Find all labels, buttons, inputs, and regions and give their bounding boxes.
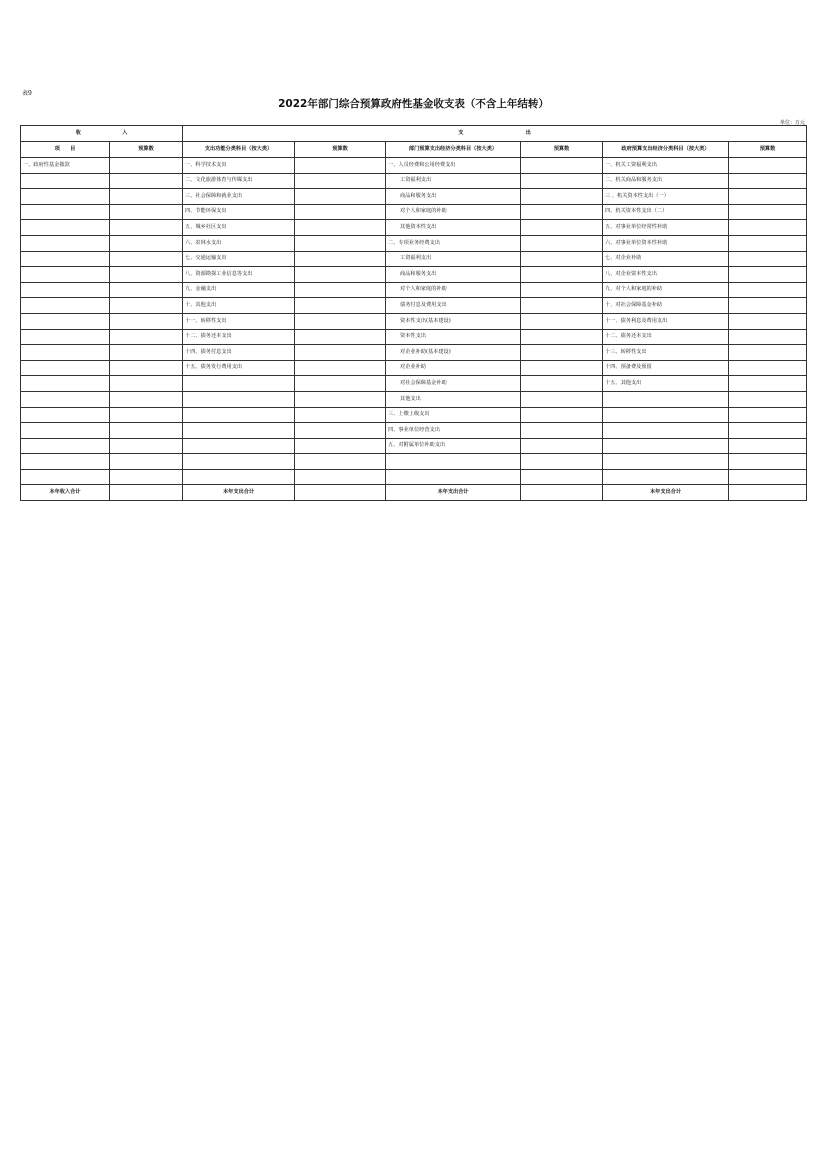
income-item-cell (21, 360, 110, 376)
func-item-cell: 二、文化旅游体育与传媒支出 (183, 173, 295, 189)
budget-cell (110, 407, 183, 423)
dept-item-cell: 对企业补助(基本建设) (386, 345, 521, 361)
col-budget-header: 预算数 (729, 142, 807, 158)
income-item-cell (21, 204, 110, 220)
func-item-cell (183, 391, 295, 407)
func-item-cell (183, 454, 295, 470)
budget-cell (729, 189, 807, 205)
income-item-cell (21, 345, 110, 361)
budget-cell (521, 220, 603, 236)
total-row (21, 485, 807, 501)
budget-cell (729, 158, 807, 174)
budget-cell (295, 454, 386, 470)
budget-cell (521, 360, 603, 376)
budget-cell (110, 189, 183, 205)
table-row (21, 376, 807, 392)
dept-item-cell: 对社会保障基金补助 (386, 376, 521, 392)
table-number: 表9 (22, 90, 32, 97)
col-dept-econ-header: 部门预算支出经济分类科目（按大类） (386, 142, 521, 158)
table-row (21, 298, 807, 314)
func-item-cell: 十五、债务发行费用支出 (183, 360, 295, 376)
dept-item-cell: 债务付息及费用支出 (386, 298, 521, 314)
budget-cell (521, 438, 603, 454)
budget-cell (295, 360, 386, 376)
func-item-cell (183, 407, 295, 423)
income-item-cell (21, 391, 110, 407)
budget-cell (729, 345, 807, 361)
dept-item-cell: 对企业补助 (386, 360, 521, 376)
table-row (21, 313, 807, 329)
budget-cell (521, 329, 603, 345)
gov-item-cell: 五、对事业单位经常性补助 (603, 220, 729, 236)
budget-cell (110, 313, 183, 329)
budget-cell (295, 407, 386, 423)
budget-cell (110, 376, 183, 392)
income-header: 收 入 (21, 126, 183, 142)
gov-item-cell: 八、对企业资本性支出 (603, 267, 729, 283)
table-row (21, 235, 807, 251)
table-row (21, 282, 807, 298)
dept-item-cell: 其他资本性支出 (386, 220, 521, 236)
table-row (21, 345, 807, 361)
income-item-cell: 一、政府性基金拨款 (21, 158, 110, 174)
func-total-label: 本年支出合计 (183, 485, 295, 501)
income-item-cell (21, 376, 110, 392)
gov-item-cell: 一、机关工资福利支出 (603, 158, 729, 174)
gov-item-cell: 七、对企业补助 (603, 251, 729, 267)
dept-item-cell: 二、专项业务经费支出 (386, 235, 521, 251)
budget-table (20, 125, 807, 501)
dept-item-cell: 商品和服务支出 (386, 189, 521, 205)
budget-cell (729, 282, 807, 298)
dept-item-cell (386, 469, 521, 485)
budget-cell (110, 454, 183, 470)
gov-item-cell: 十一、债务利息及费用支出 (603, 313, 729, 329)
dept-item-cell: 对个人和家庭的补助 (386, 282, 521, 298)
gov-item-cell: 十二、债务还本支出 (603, 329, 729, 345)
func-item-cell: 三、社会保障和就业支出 (183, 189, 295, 205)
budget-cell (729, 485, 807, 501)
dept-item-cell: 工资福利支出 (386, 251, 521, 267)
budget-cell (110, 485, 183, 501)
budget-cell (295, 267, 386, 283)
budget-cell (295, 345, 386, 361)
income-item-cell (21, 173, 110, 189)
budget-cell (295, 189, 386, 205)
gov-item-cell: 十、对社会保障基金补助 (603, 298, 729, 314)
budget-cell (521, 376, 603, 392)
budget-cell (521, 251, 603, 267)
income-item-cell (21, 454, 110, 470)
budget-cell (521, 469, 603, 485)
budget-cell (729, 267, 807, 283)
budget-cell (729, 251, 807, 267)
budget-cell (521, 173, 603, 189)
budget-cell (729, 469, 807, 485)
func-item-cell: 九、金融支出 (183, 282, 295, 298)
budget-cell (295, 329, 386, 345)
dept-item-cell: 对个人和家庭的补助 (386, 204, 521, 220)
func-item-cell: 五、城乡社区支出 (183, 220, 295, 236)
table-row (21, 469, 807, 485)
gov-item-cell: 六、对事业单位资本性补助 (603, 235, 729, 251)
dept-item-cell: 三、上缴上级支出 (386, 407, 521, 423)
budget-cell (521, 485, 603, 501)
func-item-cell: 十二、债务还本支出 (183, 329, 295, 345)
dept-item-cell: 四、事业单位经营支出 (386, 423, 521, 439)
budget-cell (729, 438, 807, 454)
gov-item-cell (603, 391, 729, 407)
table-row (21, 204, 807, 220)
dept-item-cell: 五、对附属单位补助支出 (386, 438, 521, 454)
budget-cell (295, 469, 386, 485)
table-row (21, 454, 807, 470)
budget-cell (295, 204, 386, 220)
header-row-columns (21, 142, 807, 158)
budget-cell (295, 298, 386, 314)
budget-cell (729, 360, 807, 376)
income-item-cell (21, 423, 110, 439)
income-item-cell (21, 251, 110, 267)
table-row (21, 391, 807, 407)
budget-cell (110, 469, 183, 485)
budget-cell (521, 189, 603, 205)
budget-cell (521, 204, 603, 220)
gov-item-cell (603, 438, 729, 454)
budget-cell (521, 158, 603, 174)
func-item-cell: 十、其他支出 (183, 298, 295, 314)
func-item-cell: 六、农林水支出 (183, 235, 295, 251)
col-budget-header: 预算数 (521, 142, 603, 158)
budget-cell (295, 391, 386, 407)
dept-item-cell (386, 454, 521, 470)
func-item-cell: 一、科学技术支出 (183, 158, 295, 174)
page-title: 2022年部门综合预算政府性基金收支表（不含上年结转） (278, 98, 549, 110)
gov-item-cell: 二、机关商品和服务支出 (603, 173, 729, 189)
budget-cell (729, 220, 807, 236)
budget-cell (729, 313, 807, 329)
budget-cell (110, 251, 183, 267)
budget-cell (295, 251, 386, 267)
income-item-cell (21, 313, 110, 329)
table-row (21, 267, 807, 283)
budget-cell (729, 235, 807, 251)
budget-cell (521, 313, 603, 329)
income-item-cell (21, 298, 110, 314)
budget-cell (110, 391, 183, 407)
budget-cell (729, 407, 807, 423)
gov-item-cell (603, 423, 729, 439)
dept-item-cell: 其他支出 (386, 391, 521, 407)
income-item-cell (21, 220, 110, 236)
budget-cell (110, 235, 183, 251)
budget-cell (521, 391, 603, 407)
func-item-cell (183, 423, 295, 439)
gov-item-cell: 四、机关资本性支出（二） (603, 204, 729, 220)
income-item-cell (21, 189, 110, 205)
budget-cell (110, 204, 183, 220)
gov-item-cell: 三 、机关资本性支出（一） (603, 189, 729, 205)
header-row-group (21, 126, 807, 142)
budget-cell (295, 235, 386, 251)
table-row (21, 189, 807, 205)
func-item-cell: 十四、债务付息支出 (183, 345, 295, 361)
income-total-label: 本年收入合计 (21, 485, 110, 501)
budget-cell (295, 158, 386, 174)
func-item-cell: 八、资源勘探工业信息等支出 (183, 267, 295, 283)
col-gov-econ-header: 政府预算支出经济分类科目（按大类） (603, 142, 729, 158)
dept-item-cell: 资本性支出 (386, 329, 521, 345)
budget-cell (110, 329, 183, 345)
gov-item-cell: 十三、转移性支出 (603, 345, 729, 361)
col-budget-header: 预算数 (110, 142, 183, 158)
budget-cell (110, 267, 183, 283)
budget-cell (295, 438, 386, 454)
func-item-cell: 四、节能环保支出 (183, 204, 295, 220)
budget-cell (521, 407, 603, 423)
budget-cell (110, 298, 183, 314)
dept-item-cell: 资本性支出(基本建设) (386, 313, 521, 329)
budget-cell (521, 454, 603, 470)
col-item-header: 项 目 (21, 142, 110, 158)
income-item-cell (21, 267, 110, 283)
budget-cell (729, 391, 807, 407)
func-item-cell: 七、交通运输支出 (183, 251, 295, 267)
budget-cell (110, 438, 183, 454)
income-item-cell (21, 469, 110, 485)
budget-cell (295, 485, 386, 501)
budget-cell (110, 220, 183, 236)
table-row (21, 423, 807, 439)
budget-cell (729, 329, 807, 345)
dept-item-cell: 一、人员经费和公用经费支出 (386, 158, 521, 174)
budget-cell (295, 282, 386, 298)
dept-item-cell: 工资福利支出 (386, 173, 521, 189)
budget-cell (110, 423, 183, 439)
budget-cell (521, 298, 603, 314)
budget-cell (729, 204, 807, 220)
func-item-cell (183, 376, 295, 392)
gov-item-cell: 十四、预备费及预留 (603, 360, 729, 376)
gov-item-cell (603, 469, 729, 485)
income-item-cell (21, 438, 110, 454)
budget-cell (110, 282, 183, 298)
budget-cell (110, 173, 183, 189)
budget-cell (295, 376, 386, 392)
budget-cell (110, 345, 183, 361)
table-row (21, 438, 807, 454)
budget-cell (295, 173, 386, 189)
income-item-cell (21, 329, 110, 345)
table-row (21, 251, 807, 267)
table-row (21, 173, 807, 189)
budget-cell (521, 423, 603, 439)
func-item-cell (183, 469, 295, 485)
dept-total-label: 本年支出合计 (386, 485, 521, 501)
func-item-cell: 十一、转移性支出 (183, 313, 295, 329)
budget-cell (521, 235, 603, 251)
expense-header: 支 出 (183, 126, 807, 142)
gov-item-cell (603, 407, 729, 423)
budget-cell (729, 376, 807, 392)
gov-item-cell: 十五、其他支出 (603, 376, 729, 392)
income-item-cell (21, 282, 110, 298)
budget-cell (295, 423, 386, 439)
col-budget-header: 预算数 (295, 142, 386, 158)
func-item-cell (183, 438, 295, 454)
budget-cell (729, 454, 807, 470)
table-row (21, 360, 807, 376)
budget-cell (521, 282, 603, 298)
budget-cell (729, 298, 807, 314)
budget-cell (729, 423, 807, 439)
budget-cell (110, 360, 183, 376)
budget-cell (521, 267, 603, 283)
budget-cell (521, 345, 603, 361)
table-row (21, 329, 807, 345)
budget-cell (295, 220, 386, 236)
income-item-cell (21, 235, 110, 251)
table-row (21, 220, 807, 236)
gov-total-label: 本年支出合计 (603, 485, 729, 501)
col-func-class-header: 支出功能分类科目（按大类） (183, 142, 295, 158)
unit-label: 单位：万元 (779, 120, 805, 126)
budget-cell (295, 313, 386, 329)
table-row (21, 158, 807, 174)
table-row (21, 407, 807, 423)
gov-item-cell: 九、对个人和家庭的补助 (603, 282, 729, 298)
income-item-cell (21, 407, 110, 423)
gov-item-cell (603, 454, 729, 470)
budget-cell (729, 173, 807, 189)
budget-cell (110, 158, 183, 174)
dept-item-cell: 商品和服务支出 (386, 267, 521, 283)
